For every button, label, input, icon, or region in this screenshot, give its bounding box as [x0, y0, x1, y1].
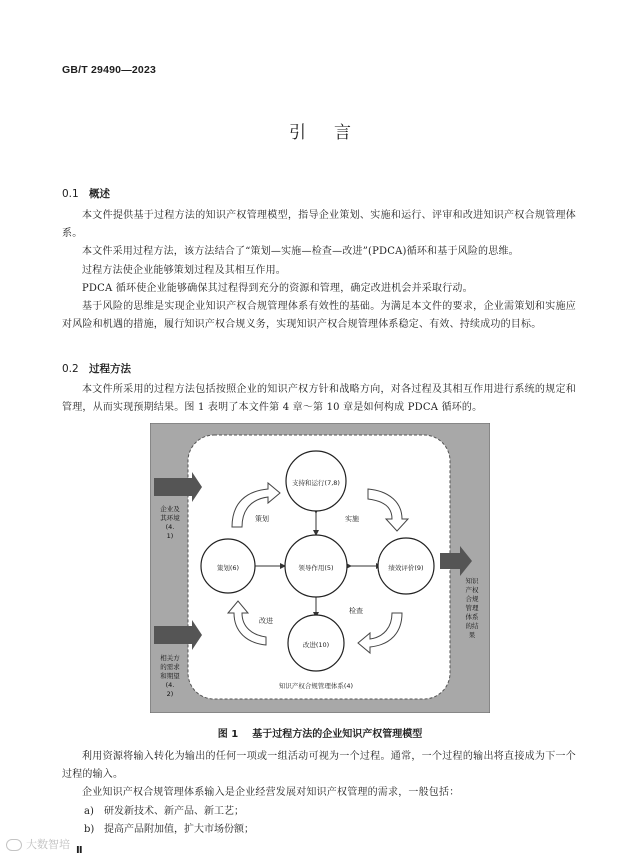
input-label-top: 企业及其环境(4. 1)	[160, 505, 180, 540]
paragraph: 企业知识产权合规管理体系输入是企业经营发展对知识产权管理的需求，一般包括：	[82, 787, 460, 798]
paragraph: 本文件所采用的过程方法包括按照企业的知识产权方针和战略方向，对各过程及其相互作用进行系统的规定和管理，从而实现预期结果。图 1 表明了本文件第 4 章～第 10 章是如何构成 PDCA 循环的。	[62, 384, 576, 413]
watermark-text: 大数智培	[26, 838, 70, 851]
figure-caption	[0, 725, 640, 740]
label-check: 检查	[349, 607, 363, 615]
paragraph: 本文件采用过程方法，该方法结合了“策划—实施—检查—改进”(PDCA)循环和基于风险的思维。	[82, 246, 519, 257]
label-plan: 策划	[255, 515, 269, 523]
section-heading-0-1	[62, 186, 110, 201]
list-item	[84, 821, 254, 839]
section-number: 0.1	[62, 188, 79, 200]
section-number: 0.2	[62, 363, 79, 375]
paragraph: 本文件提供基于过程方法的知识产权管理模型，指导企业策划、实施和运行、评审和改进知识产权合规管理体系。	[62, 210, 576, 239]
circle-label-left: 策划(6)	[216, 564, 240, 572]
standard-code: GB/T 29490—2023	[62, 64, 157, 76]
output-label: 知识产权合规管理体系的结果	[465, 577, 479, 639]
list-marker: b)	[84, 824, 95, 835]
label-act: 改进	[259, 617, 273, 625]
paragraph: PDCA 循环使企业能够确保其过程得到充分的资源和管理，确定改进机会并采取行动。	[82, 283, 473, 294]
pdca-diagram	[150, 423, 490, 713]
section-heading-0-2	[62, 361, 131, 376]
section-title: 概述	[89, 188, 110, 200]
circle-label-center: 领导作用(5)	[298, 564, 334, 572]
input-label-bottom: 相关方的需求和期望(4. 2)	[160, 654, 180, 698]
circle-label-right: 绩效评价(9)	[388, 564, 424, 572]
figure-number: 图 1	[217, 729, 239, 740]
list-item	[84, 803, 244, 821]
circle-label-top: 支持和运行(7,8)	[292, 479, 340, 487]
section-title: 过程方法	[89, 363, 131, 375]
list-marker: a)	[84, 806, 94, 817]
list-text: 提高产品附加值，扩大市场份额；	[104, 824, 254, 835]
page-title: 引言	[289, 123, 379, 143]
label-do: 实施	[345, 515, 359, 523]
paragraph: 利用资源将输入转化为输出的任何一项或一组活动可视为一个过程。通常，一个过程的输出将直接成为下一个过程的输入。	[62, 751, 576, 780]
figure-caption-text: 基于过程方法的企业知识产权管理模型	[252, 729, 423, 740]
paragraph: 基于风险的思维是实现企业知识产权合规管理体系有效性的基础。为满足本文件的要求，企业需策划和实施应对风险和机遇的措施，履行知识产权合规义务，实现知识产权合规管理体系稳定、有效、持续成功的目标。	[62, 301, 576, 330]
watermark	[6, 836, 70, 852]
circle-label-bottom: 改进(10)	[302, 641, 330, 649]
list-text: 研发新技术、新产品、新工艺；	[104, 806, 244, 817]
system-label: 知识产权合规管理体系(4)	[278, 682, 354, 690]
watermark-logo-icon	[6, 839, 22, 851]
paragraph: 过程方法使企业能够策划过程及其相互作用。	[82, 265, 286, 276]
page-number: Ⅱ	[76, 845, 83, 856]
